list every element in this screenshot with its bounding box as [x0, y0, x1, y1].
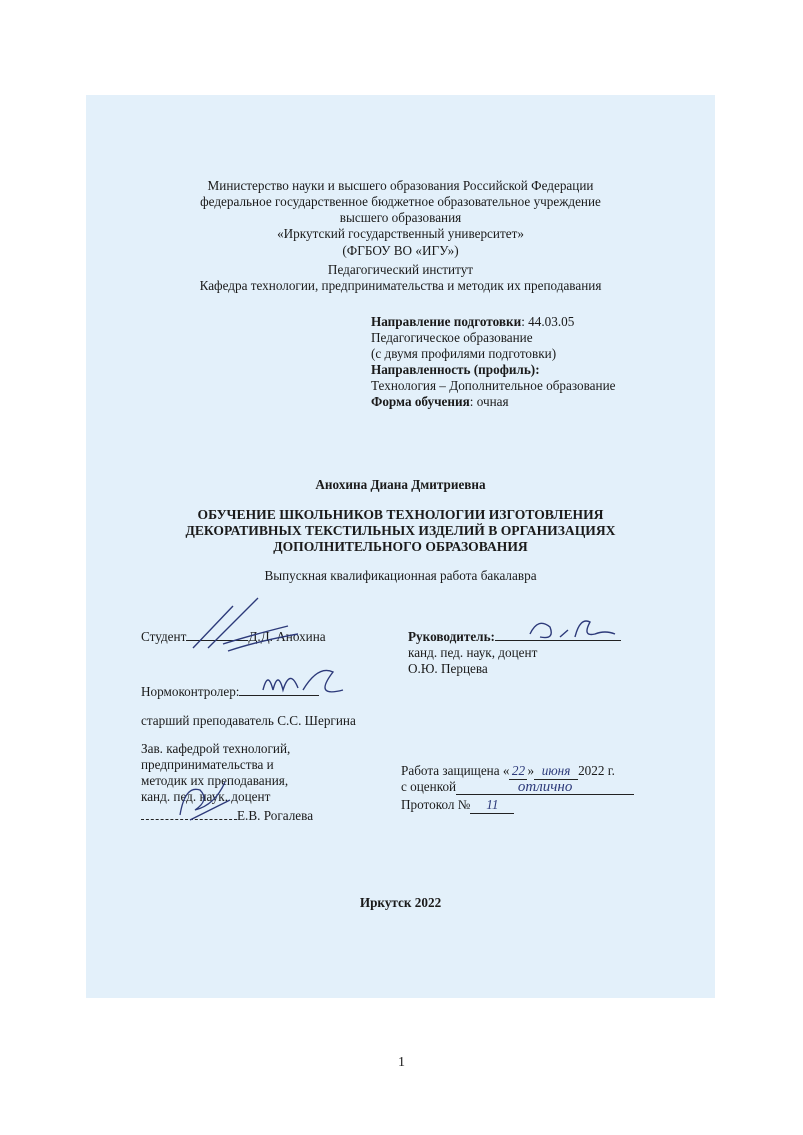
normcontrol-label: Нормоконтролер: — [141, 684, 240, 699]
form-line — [371, 394, 509, 410]
author-name: Анохина Диана Дмитриевна — [315, 477, 486, 492]
direction-label: Направление подготовки — [371, 314, 522, 329]
head-line-3: методик их преподавания, — [141, 773, 289, 788]
grade-prefix: с оценкой — [401, 779, 457, 794]
head-line-1: Зав. кафедрой технологий, — [141, 741, 291, 756]
head-signature-icon — [170, 770, 240, 825]
header-line-ministry: Министерство науки и высшего образования Российской Федерации — [207, 178, 594, 193]
header-line-level: высшего образования — [339, 210, 462, 225]
direction-line — [371, 314, 574, 330]
grade-line — [401, 779, 634, 795]
protocol-number: 11 — [470, 797, 514, 814]
defense-line: Работа защищена « 22 » июня 2022 г. — [401, 763, 615, 778]
form-label: Форма обучения — [371, 394, 470, 409]
defense-year: 2022 г. — [578, 763, 615, 778]
defense-month: июня — [534, 763, 578, 780]
work-type: Выпускная квалификационная работа бакалавра — [264, 568, 537, 583]
student-name: Д.Д. Анохина — [248, 629, 326, 644]
protocol-line — [401, 797, 514, 814]
defense-day: 22 — [509, 763, 527, 780]
header-line-institution: федеральное государственное бюджетное образовательное учреждение — [200, 194, 601, 209]
supervisor-name: О.Ю. Перцева — [408, 661, 488, 676]
page-number: 1 — [398, 1055, 405, 1070]
title-line-1: ОБУЧЕНИЕ ШКОЛЬНИКОВ ТЕХНОЛОГИИ ИЗГОТОВЛЕНИЯ — [197, 507, 604, 522]
head-line-2: предпринимательства и — [141, 757, 274, 772]
student-signature-icon — [188, 596, 303, 656]
protocol-prefix: Протокол № — [401, 797, 471, 812]
supervisor-label: Руководитель: — [408, 629, 495, 644]
direction-line-3: (с двумя профилями подготовки) — [371, 346, 557, 361]
profile-label: Направленность (профиль): — [371, 362, 540, 377]
title-line-3: ДОПОЛНИТЕЛЬНОГО ОБРАЗОВАНИЯ — [273, 539, 528, 554]
header-line-department: Кафедра технологии, предпринимательства и методик их преподавания — [199, 278, 602, 293]
form-value: : очная — [469, 394, 509, 409]
header-line-institute: Педагогический институт — [327, 262, 474, 277]
supervisor-degree: канд. пед. наук, доцент — [408, 645, 538, 660]
direction-value: : 44.03.05 — [521, 314, 575, 329]
student-label: Студент — [141, 629, 187, 644]
supervisor-signature-icon — [520, 612, 630, 647]
defense-prefix: Работа защищена « — [401, 763, 510, 778]
title-line-2: ДЕКОРАТИВНЫХ ТЕКСТИЛЬНЫХ ИЗДЕЛИЙ В ОРГАНИЗАЦИЯХ — [185, 523, 616, 538]
city-year: Иркутск 2022 — [359, 895, 442, 910]
normcontrol-signature-icon — [258, 660, 353, 705]
head-name: Е.В. Рогалева — [237, 808, 314, 823]
normcontrol-position: старший преподаватель С.С. Шергина — [141, 713, 356, 728]
grade-value: отлично — [456, 780, 634, 795]
profile-value: Технология – Дополнительное образование — [371, 378, 616, 393]
direction-line-2: Педагогическое образование — [371, 330, 533, 345]
header-line-abbr: (ФГБОУ ВО «ИГУ») — [342, 243, 459, 258]
head-line-4: канд. пед. наук, доцент — [141, 789, 271, 804]
header-line-university: «Иркутский государственный университет» — [277, 226, 524, 241]
